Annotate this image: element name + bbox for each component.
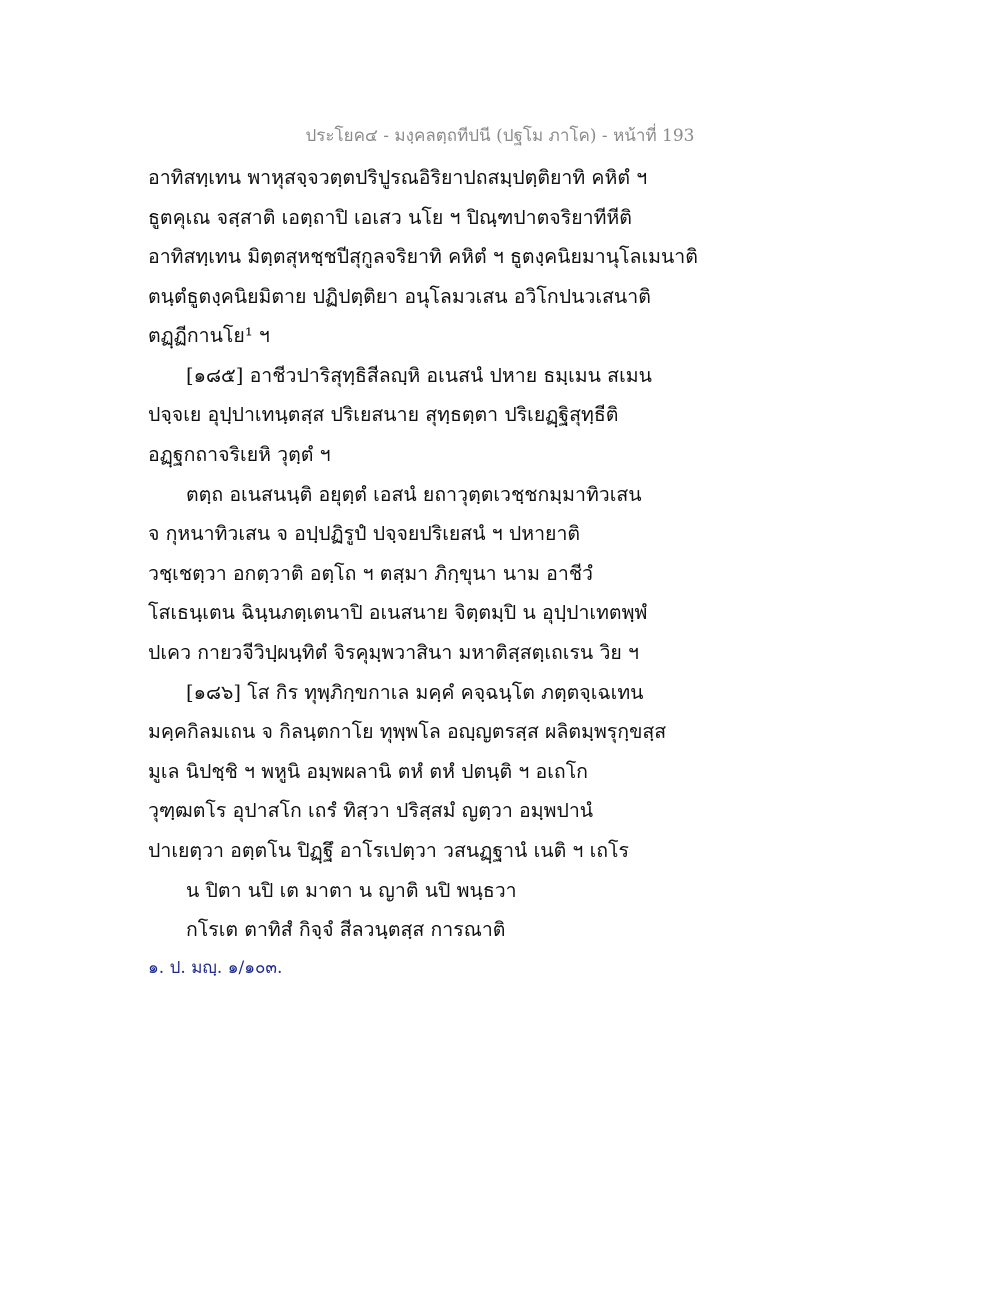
paragraph-start: ตตฺถ อเนสนนฺติ อยุตฺตํ เอสนํ ยถาวุตฺตเวชฺชกมฺมาทิวเสน xyxy=(186,483,642,506)
text-line: ปาเยตฺวา อตฺตโน ปิฏฺฐึ อาโรเปตฺวา วสนฏฺฐานํ เนติ ฯ เถโร xyxy=(148,839,629,862)
verse-line: น ปิตา นปิ เต มาตา น ญาติ นปิ พนฺธวา xyxy=(186,879,517,902)
text-line: วุฑฺฒตโร อุปาสโก เถรํ ทิสฺวา ปริสฺสมํ ญตฺวา อมฺพปานํ xyxy=(148,799,594,822)
text-line: จ กุหนาทิวเสน จ อปฺปฏิรูปํ ปจฺจยปริเยสนํ ฯ ปหายาติ xyxy=(148,522,581,545)
text-line: อาทิสทฺเทน พาหุสจฺจวตฺตปริปูรณอิริยาปถสมฺปตฺติยาทิ คหิตํ ฯ xyxy=(148,166,648,189)
paragraph-185-start: [๑๘๕] อาชีวปาริสุทฺธิสีลญฺหิ อเนสนํ ปหาย ธมฺเมน สเมน xyxy=(186,364,652,387)
text-line: อฏฺฐกถาจริเยหิ วุตฺตํ ฯ xyxy=(148,443,331,466)
text-line: ตฏฺฏีกานโย¹ ฯ xyxy=(148,324,270,347)
text-line: วชฺเชตฺวา อกตฺวาติ อตฺโถ ฯ ตสฺมา ภิกฺขุนา นาม อาชีวํ xyxy=(148,562,594,585)
text-line: ปจฺจเย อุปฺปาเทนฺตสฺส ปริเยสนาย สุทฺธตฺตา ปริเยฏฺฐิสุทฺธีติ xyxy=(148,403,619,426)
text-line: โสเธนฺเตน ฉินฺนภตฺเตนาปิ อเนสนาย จิตฺตมฺปิ น อุปฺปาเทตพฺพํ xyxy=(148,601,648,624)
text-line: อาทิสทฺเทน มิตฺตสุหชฺชปีสุกูลจริยาทิ คหิตํ ฯ ธูตงฺคนิยมานุโลเมนาติ xyxy=(148,245,698,268)
text-line: ปเคว กายวจีวิปฺผนฺทิตํ จิรคุมฺพวาสินา มหาติสฺสตฺเถเรน วิย ฯ xyxy=(148,641,639,664)
verse-line: กโรเต ตาทิสํ กิจฺจํ สีลวนฺตสฺส การณาติ xyxy=(186,918,506,941)
text-line: มูเล นิปชฺชิ ฯ พหูนิ อมฺพผลานิ ตหํ ตหํ ปตนฺติ ฯ อเถโก xyxy=(148,760,588,783)
paragraph-186-start: [๑๘๖] โส กิร ทุพฺภิกฺขกาเล มคฺคํ คจฺฉนฺโต ภตฺตจฺเฉเทน xyxy=(186,681,644,704)
footnote: ๑. ป. มญฺ. ๑/๑๐๓. xyxy=(148,958,283,978)
text-line: ตนฺตํธูตงฺคนิยมิตาย ปฏิปตฺติยา อนุโลมวเสน อวิโกปนวเสนาติ xyxy=(148,285,651,308)
text-line: มคฺคกิลมเถน จ กิลนฺตกาโย ทุพฺพโล อญฺญตรสฺส ผลิตมฺพรุกฺขสฺส xyxy=(148,720,667,743)
page-header: ประโยค๔ - มงฺคลตฺถทีปนี (ปฐโม ภาโค) - หน้าที่ 193 xyxy=(305,126,695,146)
text-line: ธูตคุเณ จสฺสาติ เอตฺถาปิ เอเสว นโย ฯ ปิณฺฑปาตจริยาทีหีติ xyxy=(148,206,632,229)
